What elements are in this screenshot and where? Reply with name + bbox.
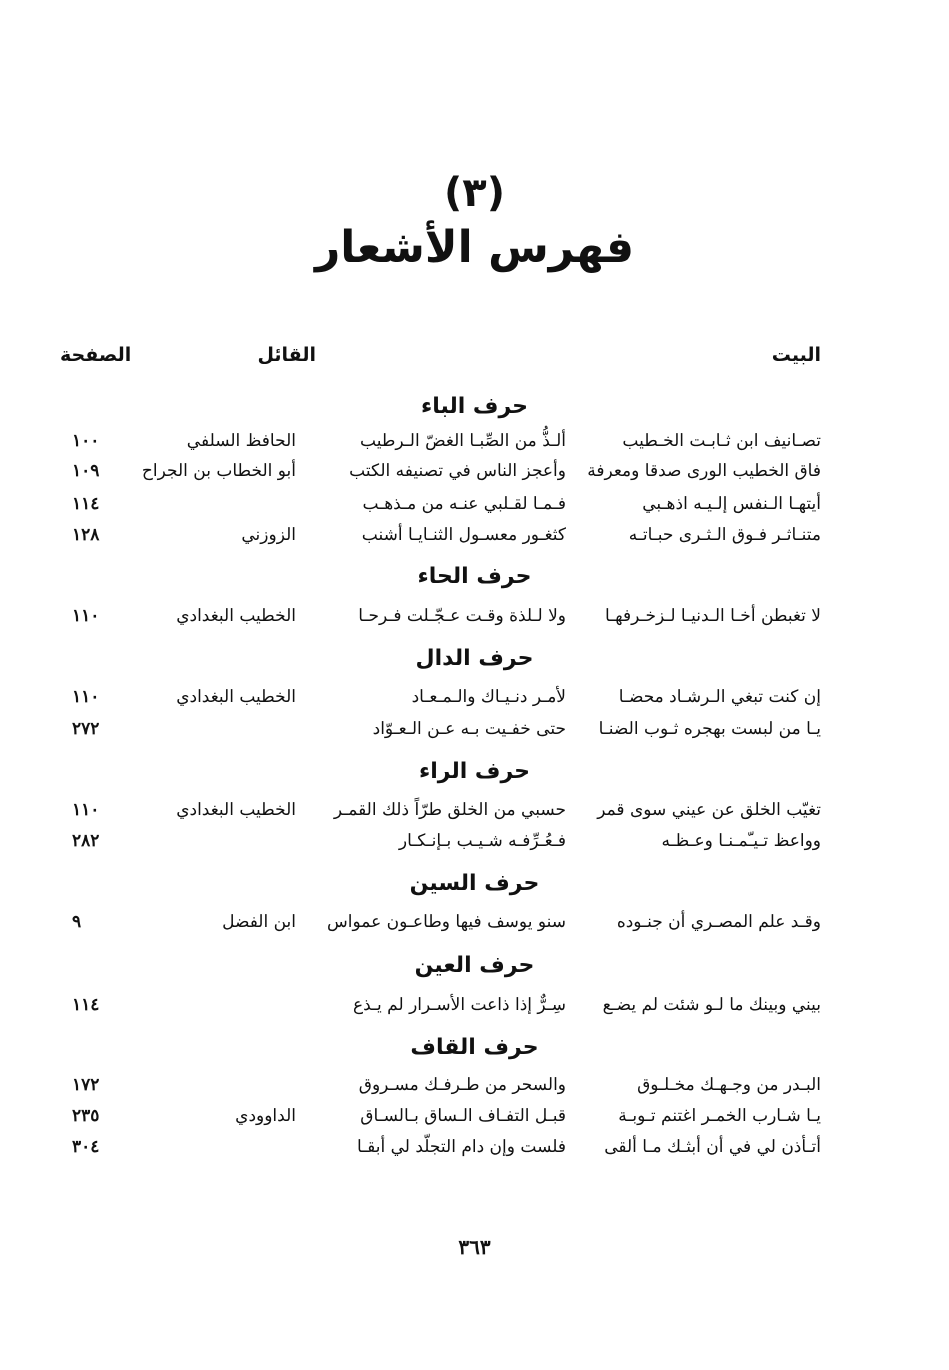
poet-name: الزوزني xyxy=(241,525,296,545)
page-ref: ٢٣٥ xyxy=(72,1106,100,1126)
header-page: الصفحة xyxy=(60,344,132,366)
verse-first-hemistich: فاق الخطيب الورى صدقا ومعرفة xyxy=(587,461,821,481)
section-title: حرف السين xyxy=(409,871,540,896)
verse-second-hemistich: كثغـور معسـول الثنـايـا أشنب xyxy=(361,525,566,545)
page-ref: ١١٤ xyxy=(72,494,100,514)
table-row xyxy=(60,800,821,828)
poet-name: الداوودي xyxy=(235,1106,296,1126)
verse-second-hemistich: ألـذُّ من الصِّبـا الغضّ الـرطيب xyxy=(360,431,566,451)
table-row xyxy=(60,494,821,522)
verse-second-hemistich: سنو يوسف فيها وطاعـون عمواس xyxy=(327,912,566,932)
table-row xyxy=(60,831,821,859)
table-row xyxy=(60,687,821,715)
verse-second-hemistich: وأعجز الناس في تصنيفه الكتب xyxy=(349,461,566,481)
poet-name: أبو الخطاب بن الجراح xyxy=(141,461,296,481)
verse-second-hemistich: قبـل التفـاف الـساق بـالسـاق xyxy=(360,1106,566,1126)
verse-second-hemistich: فلست وإن دام التجلّد لي أبقـا xyxy=(357,1137,566,1157)
poet-name: الخطيب البغدادي xyxy=(176,687,296,707)
table-row xyxy=(60,1106,821,1134)
verse-first-hemistich: لا تغبطن أخـا الـدنيـا لـزخـرفهـا xyxy=(604,606,821,626)
page-ref: ٢٨٢ xyxy=(72,831,100,851)
table-row xyxy=(60,461,821,489)
verse-first-hemistich: تغيّب الخلق عن عيني سوى قمر xyxy=(597,800,821,820)
verse-second-hemistich: حسبي من الخلق طرّاً ذلك القمـر xyxy=(333,800,566,820)
section-title: حرف القاف xyxy=(410,1035,539,1060)
column-headers xyxy=(60,344,821,374)
verse-first-hemistich: يـا شـارب الخمـر اغتنم تـوبـة xyxy=(618,1106,821,1126)
verse-second-hemistich: والسحر من طـرفـك مسـروق xyxy=(358,1075,566,1095)
verse-second-hemistich: لأمـر دنـيـاك والـمـعـاد xyxy=(411,687,566,707)
verse-second-hemistich: سِـرٌّ إذا ذاعت الأسـرار لم يـذع xyxy=(353,995,566,1015)
table-row xyxy=(60,1137,821,1165)
section-title: حرف الدال xyxy=(415,646,534,671)
page-ref: ١١٠ xyxy=(72,800,100,820)
verse-second-hemistich: فـعُـرِّفـه شـيـب بـإنـكـار xyxy=(398,831,566,851)
page-ref: ٢٧٢ xyxy=(72,719,100,739)
verse-first-hemistich: أتـأذن لي في أن أبثـك مـا ألقى xyxy=(604,1137,821,1157)
page-ref: ١١٠ xyxy=(72,606,100,626)
page-ref: ٩ xyxy=(72,912,82,932)
verse-first-hemistich: متنـاثـر فـوق الـثـرى حبـاتـه xyxy=(628,525,821,545)
table-row xyxy=(60,431,821,459)
verse-first-hemistich: يـا من لبست بهجره ثـوب الضنـا xyxy=(598,719,821,739)
page-ref: ١١٠ xyxy=(72,687,100,707)
poet-name: الخطيب البغدادي xyxy=(176,606,296,626)
page-ref: ١٠٠ xyxy=(72,431,100,451)
header-verse: البيت xyxy=(771,344,821,366)
verse-second-hemistich: ولا لـلذة وقـت عـجّـلت فـرحـا xyxy=(358,606,566,626)
poet-name: الخطيب البغدادي xyxy=(176,800,296,820)
page-title: فهرس الأشعار xyxy=(314,222,635,273)
verse-first-hemistich: تصـانيف ابن ثـابـت الخـطيب xyxy=(622,431,821,451)
table-row xyxy=(60,525,821,553)
table-row xyxy=(60,995,821,1023)
table-row xyxy=(60,1075,821,1103)
poet-name: الحافظ السلفي xyxy=(186,431,296,451)
page-ref: ١٧٢ xyxy=(72,1075,100,1095)
verse-first-hemistich: إن كنت تبغي الـرشـاد محضـا xyxy=(618,687,821,707)
table-row xyxy=(60,912,821,940)
section-title: حرف الباء xyxy=(420,394,529,419)
page-ref: ١٢٨ xyxy=(72,525,100,545)
page-ref: ٣٠٤ xyxy=(72,1137,100,1157)
page-ref: ١١٤ xyxy=(72,995,100,1015)
verse-first-hemistich: وواعظ تـيـّمـنـا وعـظـه xyxy=(661,831,821,851)
verse-first-hemistich: البـدر من وجـهـك مخـلـوق xyxy=(637,1075,821,1095)
verse-second-hemistich: فـمـا لقـلبي عنـه من مـذهـب xyxy=(362,494,566,514)
page-ref: ١٠٩ xyxy=(72,461,100,481)
chapter-number: (٣) xyxy=(444,170,505,216)
section-title: حرف العين xyxy=(414,953,535,978)
table-row xyxy=(60,719,821,747)
section-title: حرف الحاء xyxy=(417,564,532,589)
verse-first-hemistich: وقـد علم المصـري أن جنـوده xyxy=(616,912,821,932)
table-row xyxy=(60,606,821,634)
header-poet: القائل xyxy=(257,344,316,366)
poet-name: ابن الفضل xyxy=(222,912,296,932)
section-title: حرف الراء xyxy=(418,759,531,784)
verse-second-hemistich: حتى خفـيت بـه عـن الـعـوّاد xyxy=(372,719,566,739)
verse-first-hemistich: أيتهـا الـنفس إلـيـه اذهـبي xyxy=(642,494,821,514)
page-number: ٣٦٣ xyxy=(458,1235,491,1259)
verse-first-hemistich: بيني وبينك ما لـو شئت لم يضـع xyxy=(602,995,821,1015)
